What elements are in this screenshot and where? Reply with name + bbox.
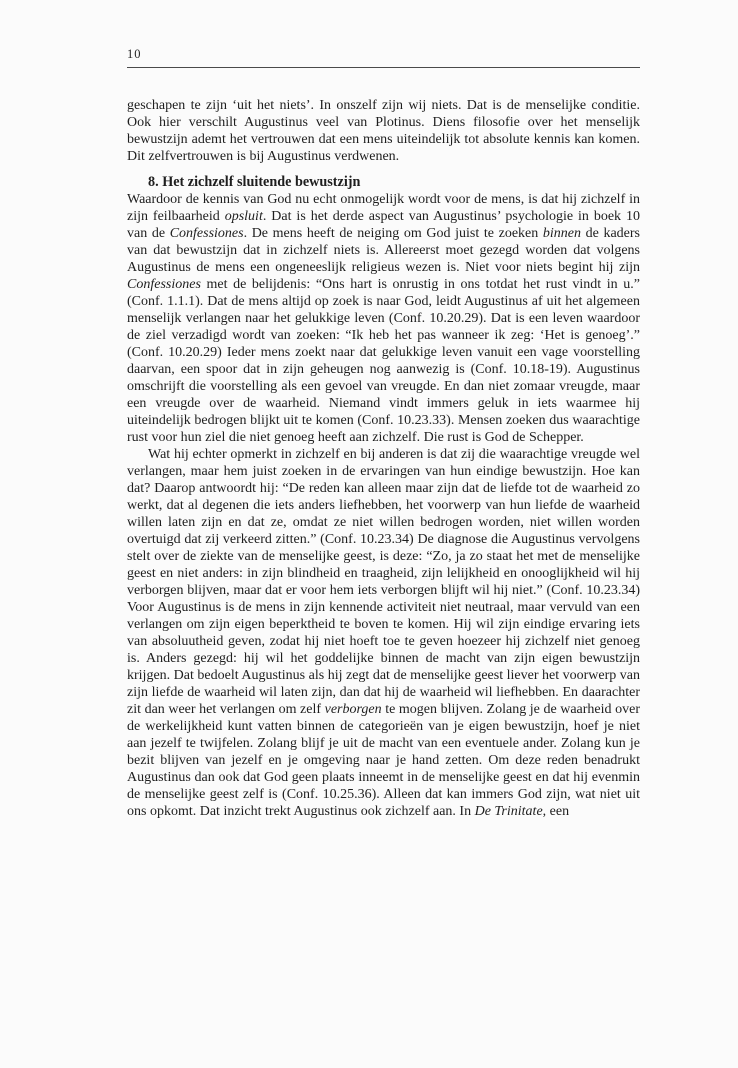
page-number: 10 bbox=[127, 47, 142, 61]
section-heading: 8. Het zichzelf sluitende bewustzijn bbox=[148, 174, 361, 190]
page-body bbox=[127, 97, 640, 820]
page-header bbox=[127, 47, 640, 68]
paragraph: Wat hij echter opmerkt in zichzelf en bij anderen is dat zij die waarachtige vreugde wel verlangen, maar hem juist zoeken in de ervaringen van hun eindige bewustzijn. Hoe kan dat? Daarop antwoordt hij: “De reden kan alleen maar zijn dat de liefde tot de waarheid zo werkt, dat al degenen die iets anders liefhebben, het voorwerp van hun liefde de waarheid willen laten zijn en dat ze, omdat ze niet willen bedrogen worden, niet willen worden overtuigd dat zij verkeerd zitten.” (Conf. 10.23.34) De diagnose die Augustinus vervolgens stelt over de ziekte van de menselijke geest, is deze: “Zo, ja zo staat het met de menselijke geest en niet anders: in zijn blindheid en traagheid, zijn lelijkheid en onooglijkheid wil hij verborgen blijven, maar dat er voor hem iets verborgen blijft wil hij niet.” (Conf. 10.23.34) Voor Augustinus is de mens in zijn kennende activiteit niet neutraal, maar vervuld van een verlangen om zijn eigen beperktheid te boven te komen. Hij wil zijn eindige ervaring iets van absoluutheid geven, zodat hij niet hoeft toe te geven hoezeer hij zichzelf niet genoeg is. Anders gezegd: hij wil het goddelijke binnen de macht van zijn eigen bewustzijn krijgen. Dat bedoelt Augustinus als hij zegt dat de menselijke geest liever het voorwerp van zijn liefde de waarheid wil laten zijn, dan dat hij de waarheid wil liefhebben. En daarachter zit dan weer het verlangen om zelf verborgen te mogen blijven. Zolang je de waarheid over de werkelijkheid kunt vatten binnen de categorieën van je eigen bewustzijn, hoef je niet aan jezelf te twijfelen. Zolang blijf je uit de macht van een eventuele ander. Zolang kun je bezit blijven van jezelf en je omgeving naar je hand zetten. Om deze reden benadrukt Augustinus dan ook dat God geen plaats inneemt in de menselijke geest en dat hij evenmin de menselijke geest zelf is (Conf. 10.25.36). Alleen dat kan immers God zijn, wat niet uit ons opkomt. Dat inzicht trekt Augustinus ook zichzelf aan. In De Trinitate, een bbox=[127, 447, 640, 819]
paragraph: Waardoor de kennis van God nu echt onmogelijk wordt voor de mens, is dat hij zichzelf in zijn feilbaarheid opsluit. Dat is het derde aspect van Augustinus’ psychologie in boek 10 van de Confessiones. De mens heeft de neiging om God juist te zoeken binnen de kaders van dat bewustzijn dat in zichzelf niets is. Allereerst moet gezegd worden dat volgens Augustinus de mens een ongeneeslijk religieus wezen is. Niet voor niets begint hij zijn Confessiones met de belijdenis: “Ons hart is onrustig in ons totdat het rust vindt in u.” (Conf. 1.1.1). Dat de mens altijd op zoek is naar God, leidt Augustinus af uit het algemeen menselijk verlangen naar het gelukkige leven (Conf. 10.20.29). Dat is een leven waardoor de ziel verzadigd wordt van zoeken: “Ik heb het pas wanneer ik zeg: ‘Het is genoeg’.” (Conf. 10.20.29) Ieder mens zoekt naar dat gelukkige leven vanuit een vage voorstelling daarvan, een spoor dat in zijn geheugen nog aanwezig is (Conf. 10.18-19). Augustinus omschrijft die voorstelling als een gevoel van vreugde. En dan niet zomaar vreugde, maar een vreugde over de waarheid. Niemand vindt immers geluk in iets waarmee hij uiteindelijk bedrogen blijkt uit te komen (Conf. 10.23.33). Mensen zoeken dus waarachtige rust voor hun ziel die niet genoeg heeft aan zichzelf. Die rust is God de Schepper. bbox=[127, 192, 640, 445]
header-rule bbox=[127, 67, 640, 68]
paragraph: geschapen te zijn ‘uit het niets’. In onszelf zijn wij niets. Dat is de menselijke conditie. Ook hier verschilt Augustinus veel van Plotinus. Diens filosofie over het menselijk bewustzijn ademt het vertrouwen dat een mens uiteindelijk tot absolute kennis kan komen. Dit zelfvertrouwen is bij Augustinus verdwenen. bbox=[127, 98, 640, 164]
